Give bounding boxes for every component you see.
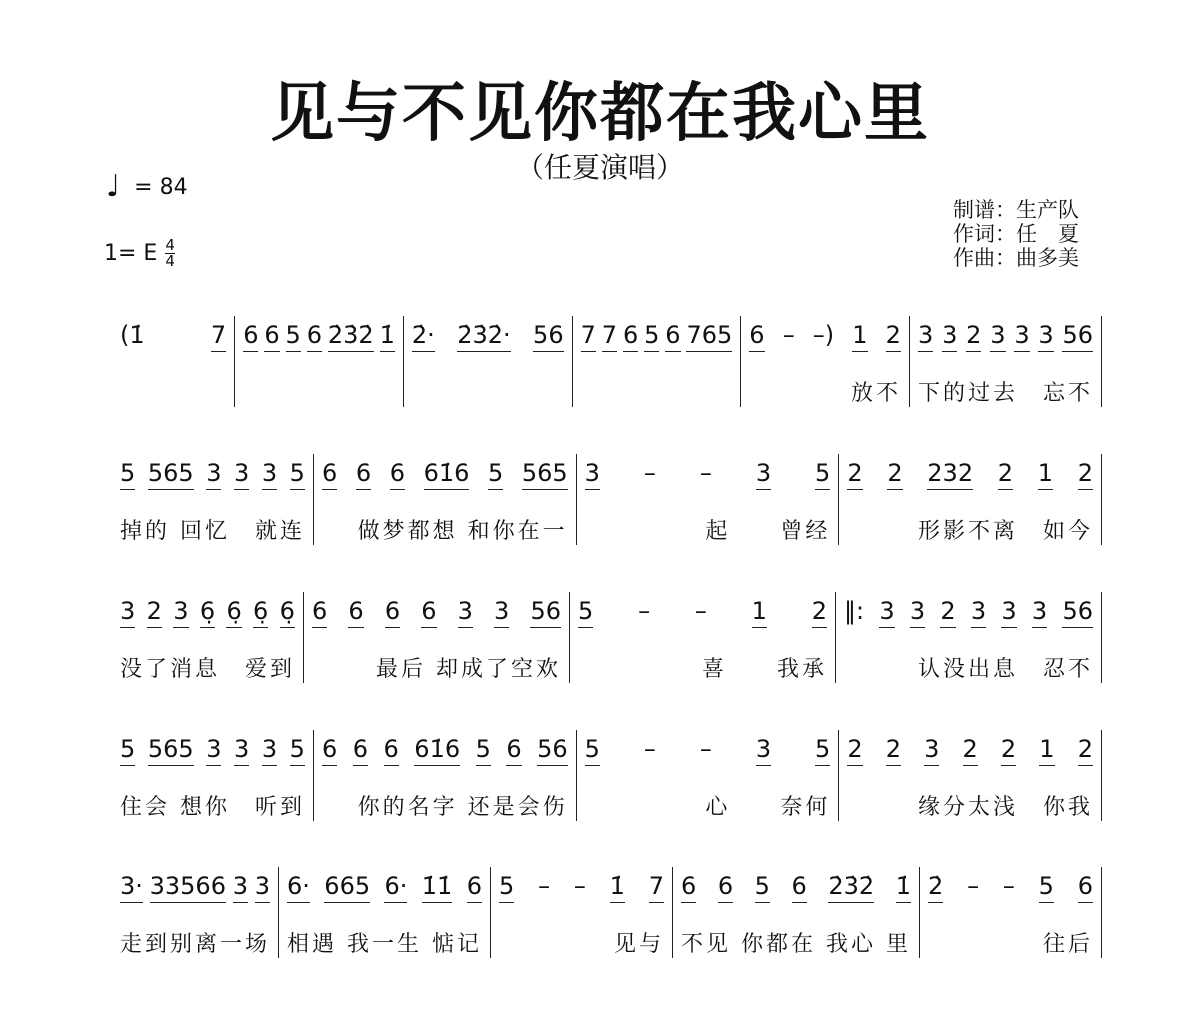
measure	[920, 867, 1102, 958]
note: 56	[1062, 321, 1093, 352]
note: 2	[812, 597, 827, 628]
measure-notes	[918, 316, 1093, 356]
note: –	[573, 872, 586, 900]
note: 3	[262, 459, 277, 490]
note: 6	[353, 735, 368, 766]
note: 6	[322, 459, 337, 490]
note: –	[782, 321, 795, 349]
note: 2	[886, 321, 901, 352]
note: 3	[879, 597, 894, 628]
song-title: 见与不见你都在我心里	[270, 77, 930, 151]
song-subtitle: （任夏演唱）	[515, 151, 684, 184]
note: 2̇3̇2̇·	[457, 321, 510, 352]
measure	[314, 730, 577, 821]
credit-composer: 作曲：曲多美	[953, 246, 1079, 270]
note: 2	[998, 459, 1013, 490]
measure-lyric: 没了消息 爱到	[120, 657, 296, 682]
measure-notes	[120, 730, 305, 770]
measure-notes	[120, 316, 226, 356]
measure	[836, 592, 1102, 683]
note: 3	[234, 459, 249, 490]
credits	[953, 198, 1079, 270]
note: 1̇1̇	[422, 872, 453, 903]
note: 5	[290, 459, 305, 490]
tempo-marking	[106, 169, 188, 204]
note: 2	[963, 735, 978, 766]
measure-lyric: 见与	[614, 932, 665, 957]
note: –	[699, 459, 712, 487]
measure	[577, 454, 840, 545]
note: 3	[173, 597, 188, 628]
note: 1	[1039, 735, 1054, 766]
note: 7	[649, 872, 664, 903]
note: –	[638, 597, 651, 625]
measure-notes	[499, 867, 664, 907]
measure-notes	[581, 316, 733, 356]
note: 6̣	[253, 597, 268, 628]
note: 6	[385, 597, 400, 628]
note: 2	[966, 321, 981, 352]
measure-lyric: 相遇 我一生 惦记	[287, 932, 483, 957]
score-row	[112, 316, 1102, 407]
note: 6	[307, 321, 322, 352]
note: 5	[585, 735, 600, 766]
note: 6	[681, 872, 696, 903]
note: 3	[494, 597, 509, 628]
measure-notes	[287, 867, 482, 907]
note: –	[699, 735, 712, 763]
note: 56	[533, 321, 564, 352]
note: 5	[476, 735, 491, 766]
note: –	[694, 597, 707, 625]
measure-notes	[847, 730, 1093, 770]
measure	[235, 316, 404, 407]
measure-lyric: 往后	[1042, 932, 1093, 957]
note: 1̇	[610, 872, 625, 903]
quarter-note-icon: ♩	[106, 169, 121, 204]
measure	[577, 730, 840, 821]
measure-notes	[681, 867, 911, 907]
note: 33566	[150, 872, 226, 903]
note: 2	[940, 597, 955, 628]
measure-notes	[928, 867, 1093, 907]
note: 2̇3̇2̇	[828, 872, 874, 903]
note: 2̇·	[412, 321, 435, 352]
note: (1̇	[120, 321, 145, 349]
note: 1	[852, 321, 867, 352]
measure	[314, 454, 577, 545]
note: 3	[585, 459, 600, 490]
note: 6	[718, 872, 733, 903]
measure-lyric: 最后 却成了空欢	[376, 657, 562, 682]
note: 6	[506, 735, 521, 766]
note: 3	[233, 872, 248, 903]
measure-notes	[120, 867, 270, 907]
note: 6̣	[280, 597, 295, 628]
measure-lyric: 住会 想你 听到	[120, 795, 305, 820]
note: 3	[206, 459, 221, 490]
measure-lyric: 掉的 回忆 就连	[120, 519, 305, 544]
note: 2	[847, 735, 862, 766]
measure	[570, 592, 836, 683]
measure-notes	[585, 454, 831, 494]
note: 2	[886, 735, 901, 766]
note: 6	[312, 597, 327, 628]
note: 6	[421, 597, 436, 628]
note: 6·	[287, 872, 310, 903]
measure-notes	[120, 454, 305, 494]
note: 3	[206, 735, 221, 766]
credit-lyricist: 作词：任 夏	[953, 222, 1079, 246]
note: 6	[356, 459, 371, 490]
note: –	[967, 872, 980, 900]
note: 61̇6	[424, 459, 470, 490]
note: –	[538, 872, 551, 900]
note: 3	[120, 597, 135, 628]
measure	[741, 316, 910, 407]
measure-lyric: 心 奈何	[705, 795, 831, 820]
measure-lyric: 缘分太浅 你我	[918, 795, 1094, 820]
note: 1	[1038, 459, 1053, 490]
note: 6	[322, 735, 337, 766]
note: 5	[815, 735, 830, 766]
note: 6	[665, 321, 680, 352]
note: 3	[255, 872, 270, 903]
measure	[304, 592, 570, 683]
time-top: 4	[165, 236, 175, 254]
note: 6	[749, 321, 764, 352]
measure-notes	[312, 592, 561, 632]
note: 2	[887, 459, 902, 490]
note: 3	[458, 597, 473, 628]
note: 5	[120, 735, 135, 766]
measure-lyric: 认没出息 忍不	[918, 657, 1094, 682]
note: 5	[578, 597, 593, 628]
measure	[839, 454, 1102, 545]
note: –	[1002, 872, 1015, 900]
note: –)	[812, 321, 835, 349]
note: 5	[644, 321, 659, 352]
note: 6	[623, 321, 638, 352]
measure	[573, 316, 742, 407]
note: 3	[756, 735, 771, 766]
note: 61̇6	[414, 735, 460, 766]
note: 56	[1062, 597, 1093, 628]
key-signature	[104, 238, 175, 269]
measure-notes	[847, 454, 1093, 494]
note: 6	[243, 321, 258, 352]
measure-lyric: 下的过去 忘不	[918, 381, 1094, 406]
measure-lyric: 不见 你都在 我心 里	[681, 932, 911, 957]
note: 6	[264, 321, 279, 352]
note: 7	[211, 321, 226, 352]
note: 5	[815, 459, 830, 490]
measure-lyric: 走到别离一场	[120, 932, 271, 957]
measure-notes	[322, 454, 568, 494]
measure-lyric: 形影不离 如今	[918, 519, 1094, 544]
score-row	[112, 454, 1102, 545]
note: 6	[1078, 872, 1093, 903]
measure	[673, 867, 920, 958]
note: 2	[147, 597, 162, 628]
key-text: 1= E	[104, 241, 158, 266]
score-row	[112, 592, 1102, 683]
note: 56	[530, 597, 561, 628]
note: 5	[488, 459, 503, 490]
measure-lyric: 你的名字 还是会伤	[357, 795, 568, 820]
measure-lyric: 喜 我承	[702, 657, 828, 682]
note: 6̣	[226, 597, 241, 628]
measure-notes	[412, 316, 564, 356]
measure-notes	[585, 730, 831, 770]
note: 3	[1032, 597, 1047, 628]
note: –	[643, 735, 656, 763]
note: 56	[537, 735, 568, 766]
measure	[910, 316, 1102, 407]
measure	[279, 867, 491, 958]
note: 232	[927, 459, 973, 490]
note: 5	[499, 872, 514, 903]
note: 3	[924, 735, 939, 766]
note: 1̇	[380, 321, 395, 352]
measure-notes	[749, 316, 901, 356]
note: 3	[971, 597, 986, 628]
measure	[112, 454, 314, 545]
measure-notes	[578, 592, 827, 632]
time-bottom: 4	[165, 252, 175, 270]
note: 3	[1014, 321, 1029, 352]
measure-lyric: 起 曾经	[705, 519, 831, 544]
measure	[112, 730, 314, 821]
note: 2̇3̇2̇	[328, 321, 374, 352]
note: 2	[1001, 735, 1016, 766]
measure	[839, 730, 1102, 821]
measure-lyric: 做梦都想 和你在一	[357, 519, 568, 544]
time-signature	[165, 238, 175, 269]
note: 565	[148, 459, 194, 490]
measure	[404, 316, 573, 407]
measure-notes	[243, 316, 395, 356]
note: 765	[686, 321, 732, 352]
measure	[112, 592, 304, 683]
note: 3	[756, 459, 771, 490]
measure-notes	[322, 730, 568, 770]
note: 3	[1038, 321, 1053, 352]
note: 665	[324, 872, 370, 903]
note: 3·	[120, 872, 143, 903]
note: –	[643, 459, 656, 487]
note: 2	[1078, 459, 1093, 490]
note: 6	[348, 597, 363, 628]
score-row	[112, 867, 1102, 958]
note: 5	[120, 459, 135, 490]
note: 3	[918, 321, 933, 352]
note: 5	[755, 872, 770, 903]
note: 6	[384, 735, 399, 766]
measure-notes	[844, 592, 1093, 632]
note: 6·	[384, 872, 407, 903]
measure	[112, 867, 279, 958]
measure	[112, 316, 235, 407]
note: 565	[148, 735, 194, 766]
note: 1	[752, 597, 767, 628]
note: 6̣	[200, 597, 215, 628]
measure	[491, 867, 673, 958]
note: 5	[286, 321, 301, 352]
note: 2̇	[928, 872, 943, 903]
note: 3	[262, 735, 277, 766]
note: 3	[990, 321, 1005, 352]
note: 2	[1078, 735, 1093, 766]
note: 3	[234, 735, 249, 766]
measure-notes	[120, 592, 295, 632]
note: 5	[290, 735, 305, 766]
note: 2	[847, 459, 862, 490]
note: 3	[910, 597, 925, 628]
note: 7	[602, 321, 617, 352]
note: 6	[390, 459, 405, 490]
measure-lyric: 放不	[850, 381, 901, 406]
note: 1̇	[896, 872, 911, 903]
note: 6	[792, 872, 807, 903]
note: 5	[1039, 872, 1054, 903]
tempo-value: = 84	[134, 174, 188, 200]
note: 3	[942, 321, 957, 352]
note: 6	[467, 872, 482, 903]
note: 7	[581, 321, 596, 352]
note: 3	[1001, 597, 1016, 628]
note: ‖:	[844, 597, 865, 625]
note: 565	[522, 459, 568, 490]
score-row	[112, 730, 1102, 821]
credit-transcriber: 制谱：生产队	[953, 198, 1079, 222]
